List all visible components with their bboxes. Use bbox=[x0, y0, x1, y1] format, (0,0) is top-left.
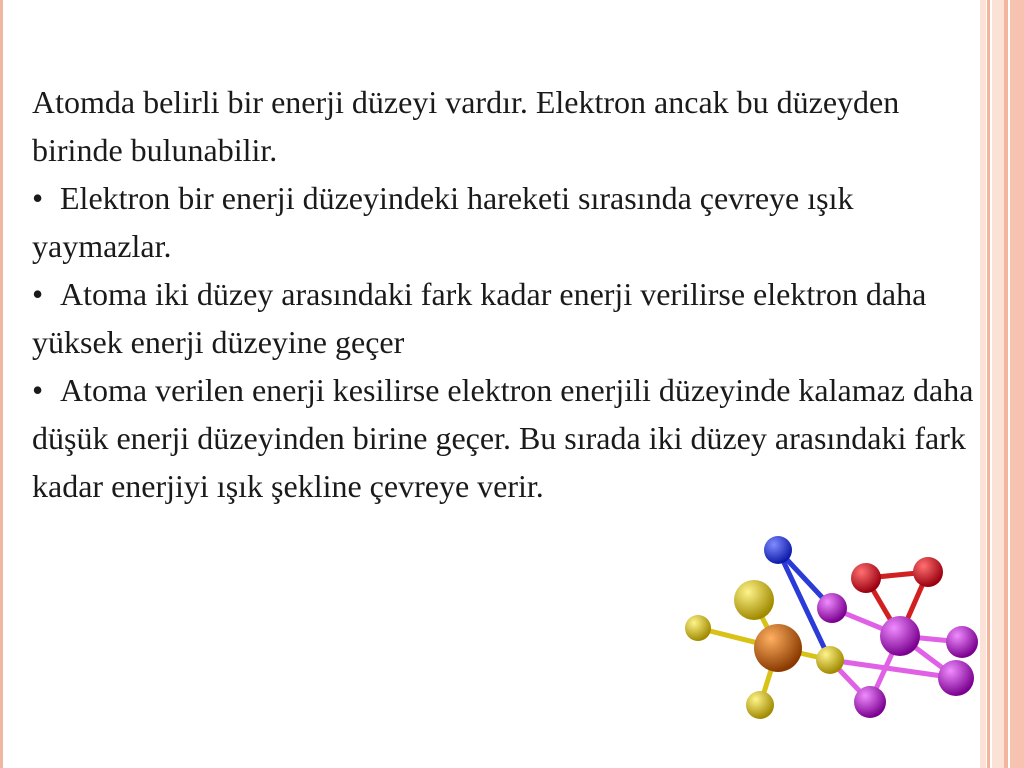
atom-red bbox=[913, 557, 943, 587]
bullet-icon: • bbox=[32, 180, 44, 216]
molecule-illustration bbox=[670, 530, 990, 750]
atom-orange bbox=[754, 624, 802, 672]
atom-yellow bbox=[816, 646, 844, 674]
bullet-icon: • bbox=[32, 372, 44, 408]
atom-blue bbox=[764, 536, 792, 564]
atom-yellow bbox=[685, 615, 711, 641]
border-stripe bbox=[1004, 0, 1008, 768]
atom-purple bbox=[817, 593, 847, 623]
atom-purple bbox=[880, 616, 920, 656]
bullet-item bbox=[32, 174, 992, 270]
bullet-text: Atoma iki düzey arasındaki fark kadar enerji verilirse elektron daha yüksek enerji düzeyine geçer bbox=[32, 276, 927, 360]
bullet-text: Elektron bir enerji düzeyindeki hareketi sırasında çevreye ışık yaymazlar. bbox=[32, 180, 854, 264]
border-stripe bbox=[992, 0, 1004, 768]
slide-body bbox=[32, 78, 992, 510]
molecule-atoms bbox=[685, 536, 978, 719]
border-stripe bbox=[1010, 0, 1024, 768]
intro-paragraph: Atomda belirli bir enerji düzeyi vardır. Elektron ancak bu düzeyden birinde bulunabilir. bbox=[32, 84, 900, 168]
atom-purple bbox=[854, 686, 886, 718]
atom-yellow bbox=[734, 580, 774, 620]
bullet-item bbox=[32, 366, 992, 510]
left-edge-line bbox=[0, 0, 3, 768]
atom-purple bbox=[938, 660, 974, 696]
atom-yellow bbox=[746, 691, 774, 719]
bullet-icon: • bbox=[32, 276, 44, 312]
atom-red bbox=[851, 563, 881, 593]
bullet-item bbox=[32, 270, 992, 366]
bullet-text: Atoma verilen enerji kesilirse elektron enerjili düzeyinde kalamaz daha düşük enerji düzeyinden birine geçer. Bu sırada iki düzey arasındaki fark kadar enerjiyi ışık şekline çevreye verir. bbox=[32, 372, 974, 504]
atom-purple bbox=[946, 626, 978, 658]
